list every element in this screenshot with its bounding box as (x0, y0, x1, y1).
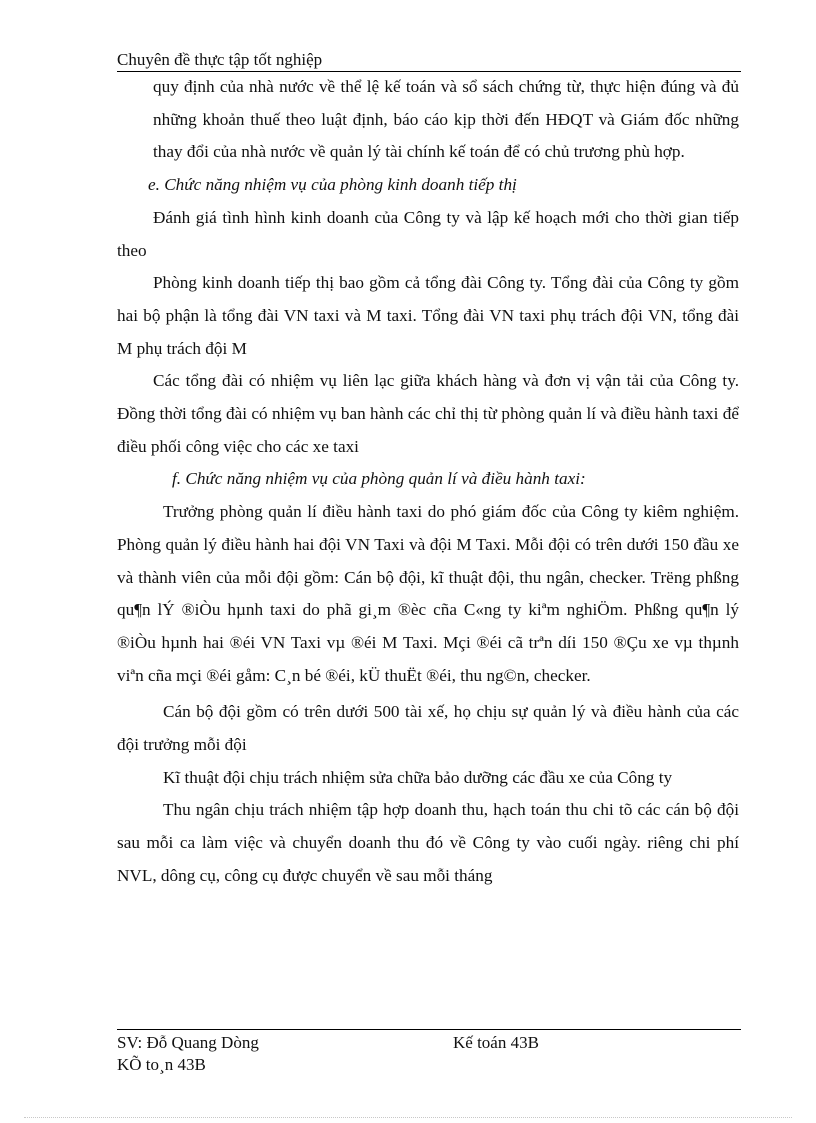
paragraph-6: Cán bộ đội gồm có trên dưới 500 tài xế, họ chịu sự quản lý và điều hành của các đội trưởng mỗi đội (117, 702, 739, 755)
paragraph-3: Phòng kinh doanh tiếp thị bao gồm cả tổng đài Công ty. Tổng đài của Công ty gồm hai bộ phận là tổng đài VN taxi và M taxi. Tổng đài VN taxi phụ trách đội VN, tổng đài M phụ trách đội M (117, 273, 739, 358)
heading-e: e. Chức năng nhiệm vụ của phòng kinh doanh tiếp thị (148, 175, 517, 195)
footer-divider (117, 1029, 741, 1030)
paragraph-8: Thu ngân chịu trách nhiệm tập hợp doanh thu, hạch toán thu chi tõ các cán bộ đội sau mỗi ca làm việc và chuyển doanh thu đó về Công ty vào cuối ngày. riêng chi phí NVL, dông cụ, công cụ được chuyển về sau mỗi tháng (117, 800, 739, 885)
page-bottom-border (24, 1117, 792, 1118)
footer-student: SV: Đỗ Quang Dòng (117, 1033, 259, 1052)
footer-class-legacy: KÕ to¸n 43B (117, 1055, 206, 1074)
heading-f: f. Chức năng nhiệm vụ của phòng quản lí và điều hành taxi: (172, 469, 586, 489)
paragraph-4: Các tổng đài có nhiệm vụ liên lạc giữa khách hàng và đơn vị vận tải của Công ty. Đồng thời tổng đài có nhiệm vụ ban hành các chỉ thị từ phòng quản lí và điều hành taxi để điều phối công việc cho các xe taxi (117, 371, 739, 456)
paragraph-2: Đánh giá tình hình kinh doanh của Công ty và lập kế hoạch mới cho thời gian tiếp theo (117, 207, 739, 260)
footer-class: Kế toán 43B (453, 1033, 539, 1052)
document-body (117, 71, 739, 893)
paragraph-5: Trưởng phòng quản lí điều hành taxi do phó giám đốc của Công ty kiêm nghiệm. Phòng quản lý điều hành hai đội VN Taxi và đội M Taxi. Mỗi đội có trên dưới 150 đầu xe và thành viên của mỗi đội gồm: Cán bộ đội, kĩ thuật đội, thu ngân, checker. Trëng phßng qu¶n lÝ ®iÒu hµnh taxi do phã gi¸m ®èc cña C«ng ty kiªm nghiÖm. Phßng qu¶n lý ®iÒu hµnh hai ®éi VN Taxi vµ ®éi M Taxi. Mçi ®éi cã trªn díi 150 ®Çu xe vµ thµnh viªn cña mçi ®éi gåm: C¸n bé ®éi, kÜ thuËt ®éi, thu ng©n, checker. (117, 502, 739, 685)
paragraph-1: quy định của nhà nước về thể lệ kế toán và sổ sách chứng từ, thực hiện đúng và đủ những khoản thuế theo luật định, báo cáo kịp thời đến HĐQT và Giám đốc những thay đổi của nhà nước về quản lý tài chính kế toán để có chủ trương phù hợp. (153, 77, 739, 162)
header-title: Chuyên đề thực tập tốt nghiệp (117, 50, 323, 69)
paragraph-7: Kĩ thuật đội chịu trách nhiệm sửa chữa bảo dưỡng các đầu xe của Công ty (163, 767, 673, 787)
